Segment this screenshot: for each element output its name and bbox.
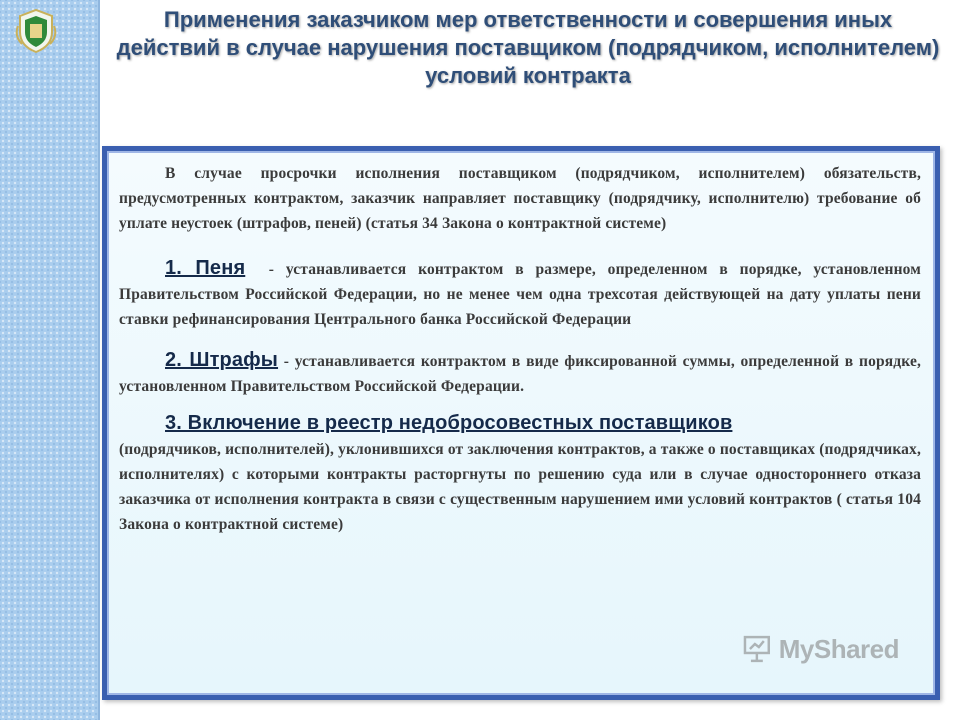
page-title: Применения заказчиком мер ответственности и совершения иных действий в случае нарушения поставщиком (подрядчиком, исполнителем) условий контракта <box>116 7 940 88</box>
intro-paragraph <box>119 161 921 236</box>
item-fines <box>119 348 921 399</box>
intro-text: В случае просрочки исполнения поставщиком (подрядчиком, исполнителем) обязательств, предусмотренных контрактом, заказчик направляет поставщику (подрядчику, исполнителю) требование об уплате неустоек (штрафов, пеней) (статья 34 Закона о контрактной системе) <box>119 165 921 232</box>
emblem-icon <box>14 6 58 54</box>
side-band <box>0 0 100 720</box>
presentation-board-icon <box>741 633 773 665</box>
watermark-text: MyShared <box>778 633 899 664</box>
content-box <box>102 146 940 700</box>
item-registry <box>119 411 921 537</box>
item-penalty-text: - устанавливается контрактом в размере, определенном в порядке, установленном Правительством Российской Федерации, но не менее чем одна трехсотая действующей на дату уплаты пени ставки рефинансирования Центрального банка Российской Федерации <box>119 261 921 328</box>
item-fines-heading: 2. Штрафы <box>165 349 279 371</box>
item-penalty <box>119 256 921 332</box>
item-registry-heading: 3. Включение в реестр недобросовестных поставщиков <box>165 412 733 434</box>
item-registry-text: (подрядчиков, исполнителей), уклонившихся от заключения контрактов, а также о поставщиках (подрядчиках, исполнителях) с которыми контракты расторгнуты по решению суда или в случае одностороннего отказа заказчика от исполнения контракта в связи с существенным нарушением ими условий контрактов ( статья 104 Закона о контрактной системе) <box>119 441 921 533</box>
item-penalty-heading: 1. Пеня <box>165 257 246 279</box>
item-fines-text: - устанавливается контрактом в виде фиксированной суммы, определенной в порядке, установленном Правительством Российской Федерации. <box>119 353 922 395</box>
watermark <box>741 631 899 667</box>
